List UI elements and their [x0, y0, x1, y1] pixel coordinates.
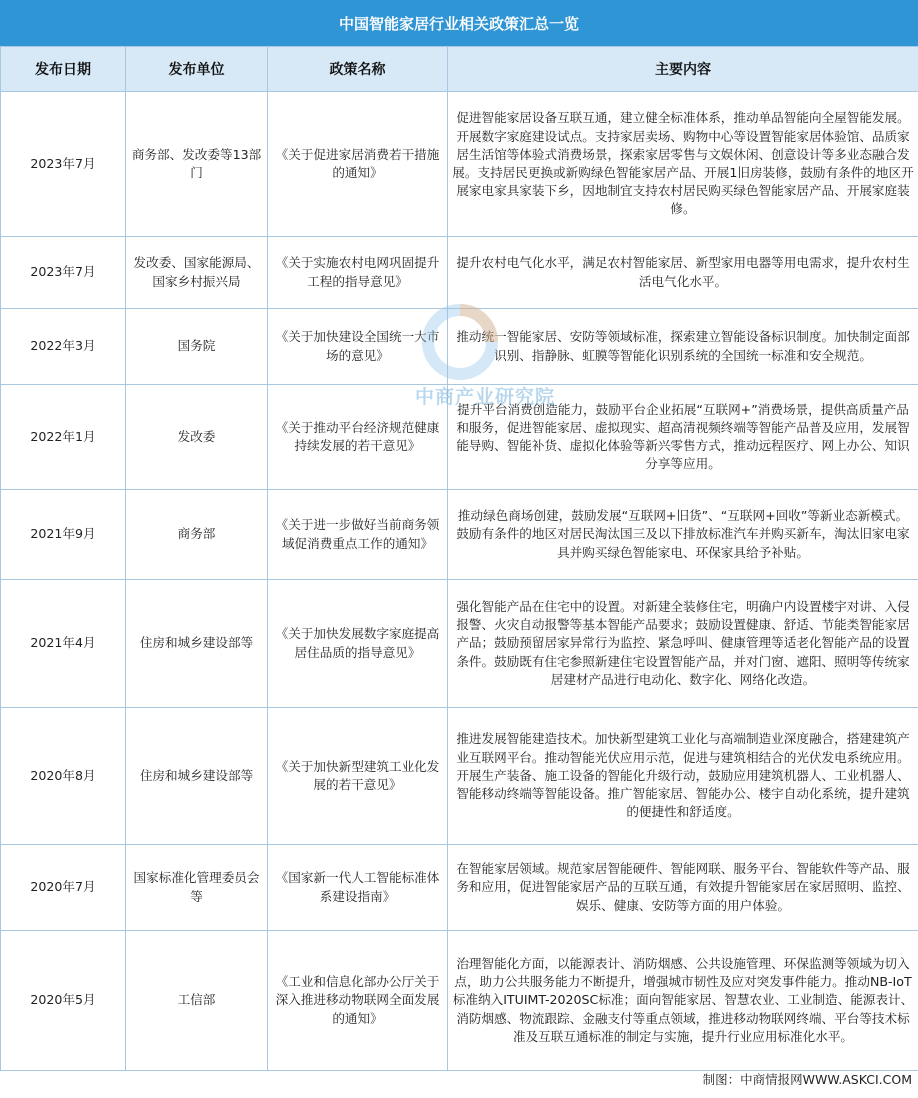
- table-row: [1, 490, 918, 580]
- watermark-text: 中商产业研究院: [415, 386, 556, 408]
- cell-content: 推动绿色商场创建，鼓励发展“互联网+旧货”、“互联网+回收”等新业态新模式。鼓励有条件的地区对居民淘汰国三及以下排放标准汽车并购买新车，淘汰旧家电家具并购买绿色智能家电、环保家具给予补贴。: [448, 490, 918, 580]
- cell-date: 2021年4月: [1, 580, 126, 708]
- cell-policy-name: 《关于实施农村电网巩固提升工程的指导意见》: [268, 237, 448, 309]
- table-row: [1, 845, 918, 931]
- cell-org: 商务部、发改委等13部门: [126, 92, 268, 237]
- cell-content: 推进发展智能建造技术。加快新型建筑工业化与高端制造业深度融合，搭建建筑产业互联网平台。推动智能光伏应用示范，促进与建筑相结合的光伏发电系统应用。开展生产装备、施工设备的智能化升级行动，鼓励应用建筑机器人、工业机器人、智能移动终端等智能设备。推广智能家居、智能办公、楼宇自动化系统，提升建筑的便捷性和舒适度。: [448, 708, 918, 845]
- table-row: [1, 309, 918, 385]
- cell-policy-name: 《关于加快发展数字家庭提高居住品质的指导意见》: [268, 580, 448, 708]
- cell-org: 国家标准化管理委员会等: [126, 845, 268, 931]
- cell-policy-name: 《关于进一步做好当前商务领域促消费重点工作的通知》: [268, 490, 448, 580]
- cell-org: 住房和城乡建设部等: [126, 580, 268, 708]
- cell-content: 促进智能家居设备互联互通，建立健全标准体系，推动单品智能向全屋智能发展。开展数字家庭建设试点。支持家居卖场、购物中心等设置智能家居体验馆、品质家居生活馆等体验式消费场景，探索家居零售与文娱休闲、创意设计等多业态融合发展。支持居民更换或新购绿色智能家居产品、开展1旧房装修，鼓励有条件的地区开展家电家具家装下乡，因地制宜支持农村居民购买绿色智能家居产品、开展家庭装修。: [448, 92, 918, 237]
- header-row: [1, 47, 918, 92]
- cell-date: 2023年7月: [1, 92, 126, 237]
- cell-date: 2020年5月: [1, 931, 126, 1071]
- cell-org: 住房和城乡建设部等: [126, 708, 268, 845]
- cell-date: 2022年1月: [1, 385, 126, 490]
- cell-policy-name: 《关于加快新型建筑工业化发展的若干意见》: [268, 708, 448, 845]
- cell-content: 提升农村电气化水平，满足农村智能家居、新型家用电器等用电需求，提升农村生活电气化水平。: [448, 237, 918, 309]
- policy-table: [0, 46, 918, 1071]
- cell-policy-name: 《关于推动平台经济规范健康持续发展的若干意见》: [268, 385, 448, 490]
- cell-content: 提升平台消费创造能力，鼓励平台企业拓展“互联网+”消费场景，提供高质量产品和服务，促进智能家居、虚拟现实、超高清视频终端等智能产品普及应用，发展智能导购、智能补货、虚拟化体验等新兴零售方式，推动远程医疗、网上办公、知识分享等应用。: [448, 385, 918, 490]
- header-org: 发布单位: [126, 47, 268, 92]
- cell-date: 2021年9月: [1, 490, 126, 580]
- cell-content: 推动统一智能家居、安防等领域标准，探索建立智能设备标识制度。加快制定面部识别、指静脉、虹膜等智能化识别系统的全国统一标准和安全规范。: [448, 309, 918, 385]
- cell-date: 2020年8月: [1, 708, 126, 845]
- cell-content: 强化智能产品在住宅中的设置。对新建全装修住宅，明确户内设置楼宇对讲、入侵报警、火灾自动报警等基本智能产品要求；鼓励设置健康、舒适、节能类智能家居产品；鼓励预留居家异常行为监控、紧急呼叫、健康管理等适老化智能产品的设置条件。鼓励既有住宅参照新建住宅设置智能产品，并对门窗、遮阳、照明等传统家居建材产品进行电动化、数字化、网络化改造。: [448, 580, 918, 708]
- cell-policy-name: 《关于加快建设全国统一大市场的意见》: [268, 309, 448, 385]
- table-row: [1, 237, 918, 309]
- header-policy-name: 政策名称: [268, 47, 448, 92]
- cell-content: 在智能家居领域。规范家居智能硬件、智能网联、服务平台、智能软件等产品、服务和应用，促进智能家居产品的互联互通，有效提升智能家居在家居照明、监控、娱乐、健康、安防等方面的用户体验。: [448, 845, 918, 931]
- cell-content: 治理智能化方面，以能源表计、消防烟感、公共设施管理、环保监测等领域为切入点，助力公共服务能力不断提升，增强城市韧性及应对突发事件能力。推动NB-IoT标准纳入ITUIMT-2020SC标准；面向智能家居、智慧农业、工业制造、能源表计、消防烟感、物流跟踪、金融支付等重点领域，推进移动物联网终端、平台等技术标准及互联互通标准的制定与实施，提升行业应用标准化水平。: [448, 931, 918, 1071]
- cell-org: 国务院: [126, 309, 268, 385]
- table-row: [1, 580, 918, 708]
- header-content: 主要内容: [448, 47, 918, 92]
- header-date: 发布日期: [1, 47, 126, 92]
- cell-org: 发改委、国家能源局、国家乡村振兴局: [126, 237, 268, 309]
- table-title: 中国智能家居行业相关政策汇总一览: [0, 0, 918, 46]
- table-row: [1, 708, 918, 845]
- table-row: [1, 92, 918, 237]
- cell-policy-name: 《关于促进家居消费若干措施的通知》: [268, 92, 448, 237]
- table-row: [1, 385, 918, 490]
- cell-org: 工信部: [126, 931, 268, 1071]
- cell-date: 2020年7月: [1, 845, 126, 931]
- cell-org: 商务部: [126, 490, 268, 580]
- table-row: [1, 931, 918, 1071]
- cell-policy-name: 《国家新一代人工智能标准体系建设指南》: [268, 845, 448, 931]
- cell-org: 发改委: [126, 385, 268, 490]
- cell-policy-name: 《工业和信息化部办公厅关于深入推进移动物联网全面发展的通知》: [268, 931, 448, 1071]
- cell-date: 2023年7月: [1, 237, 126, 309]
- footer-credit: 制图：中商情报网WWW.ASKCI.COM: [702, 1072, 912, 1087]
- cell-date: 2022年3月: [1, 309, 126, 385]
